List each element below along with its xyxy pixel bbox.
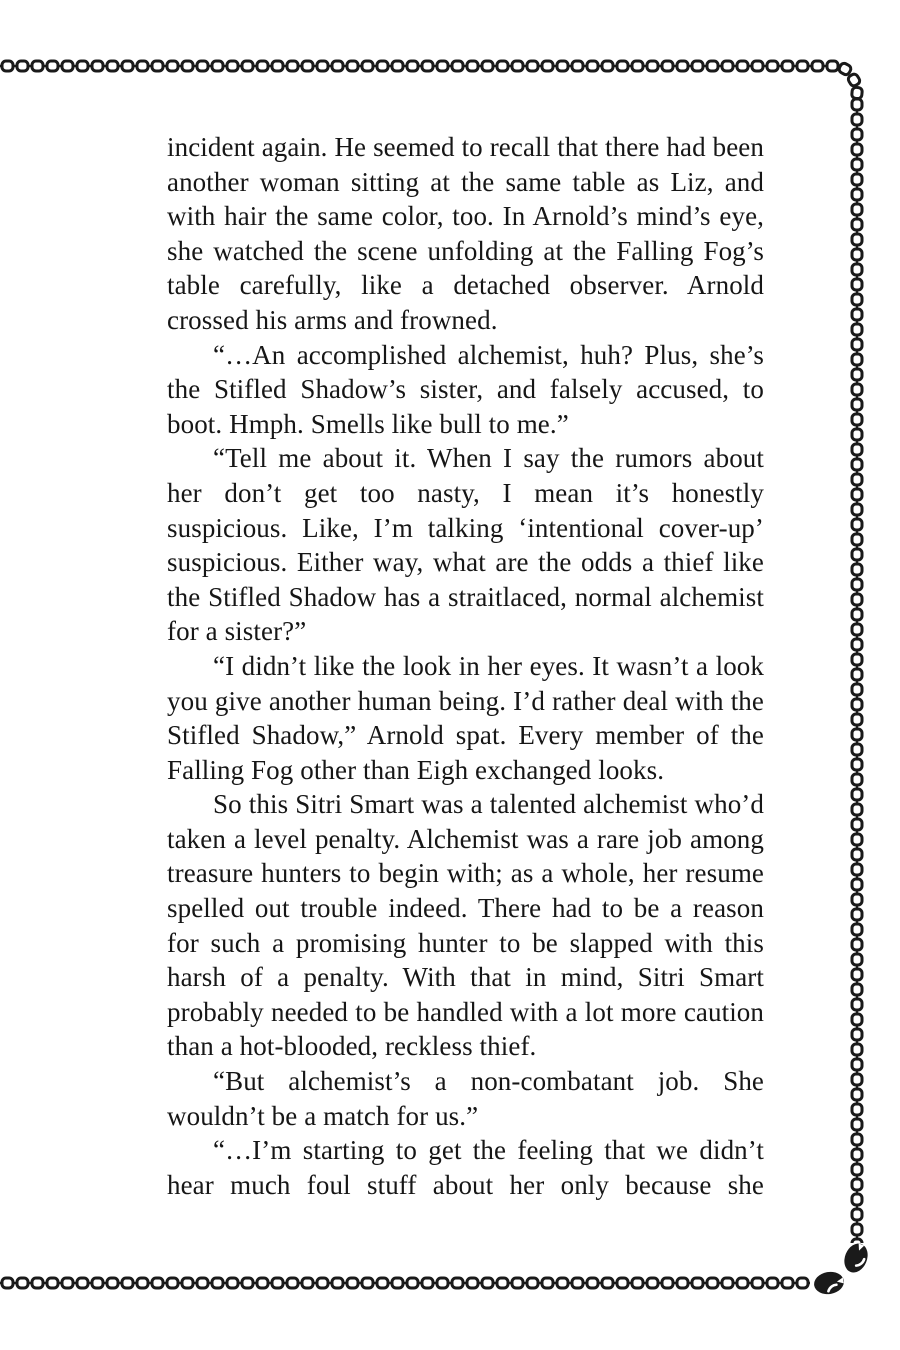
paragraph: incident again. He seemed to recall that there had been another woman sitting at the same table as Liz, and with hair the same color, too. In Arnold’s mind’s eye, she watched the scene unfolding at the Falling Fog’s table carefully, like a detached observer. Arnold crossed his arms and frowned. — [167, 132, 764, 335]
chain-border-top-icon — [0, 56, 862, 99]
paragraph: “…I’m starting to get the feeling that we didn’t hear much foul stuff about her only because she — [167, 1135, 764, 1200]
text-column — [167, 130, 764, 1202]
bead-ornament-bottom-icon — [812, 1270, 845, 1297]
paragraph: “Tell me about it. When I say the rumors about her don’t get too nasty, I mean it’s honestly suspicious. Like, I’m talking ‘intentional cover-up’ suspicious. Either way, what are the odds a thief like the Stifled Shadow has a straitlaced, normal alchemist for a sister?” — [167, 443, 764, 647]
paragraph: “…An accomplished alchemist, huh? Plus, she’s the Stifled Shadow’s sister, and falsely accused, to boot. Hmph. Smells like bull to me.” — [167, 339, 764, 439]
paragraph: So this Sitri Smart was a talented alchemist who’d taken a level penalty. Alchemist was a rare job among treasure hunters to begin with; as a whole, her resume spelled out trouble indeed. There had to be a reason for such a promising hunter to be slapped with this harsh of a penalty. With that in mind, Sitri Smart probably needed to be handled with a lot more caution than a hot-blooded, reckless thief. — [167, 789, 764, 1062]
paragraph: “But alchemist’s a non-combatant job. She wouldn’t be a match for us.” — [167, 1066, 764, 1131]
chain-corner-icon — [838, 62, 863, 99]
chain-border-right-icon — [840, 97, 872, 1276]
paragraph: “I didn’t like the look in her eyes. It wasn’t a look you give another human being. I’d rather deal with the Stifled Shadow,” Arnold spat. Every member of the Falling Fog other than Eigh exchanged looks. — [167, 650, 764, 785]
chain-border-bottom-icon — [0, 1270, 846, 1297]
bead-ornament-right-icon — [840, 1240, 872, 1276]
